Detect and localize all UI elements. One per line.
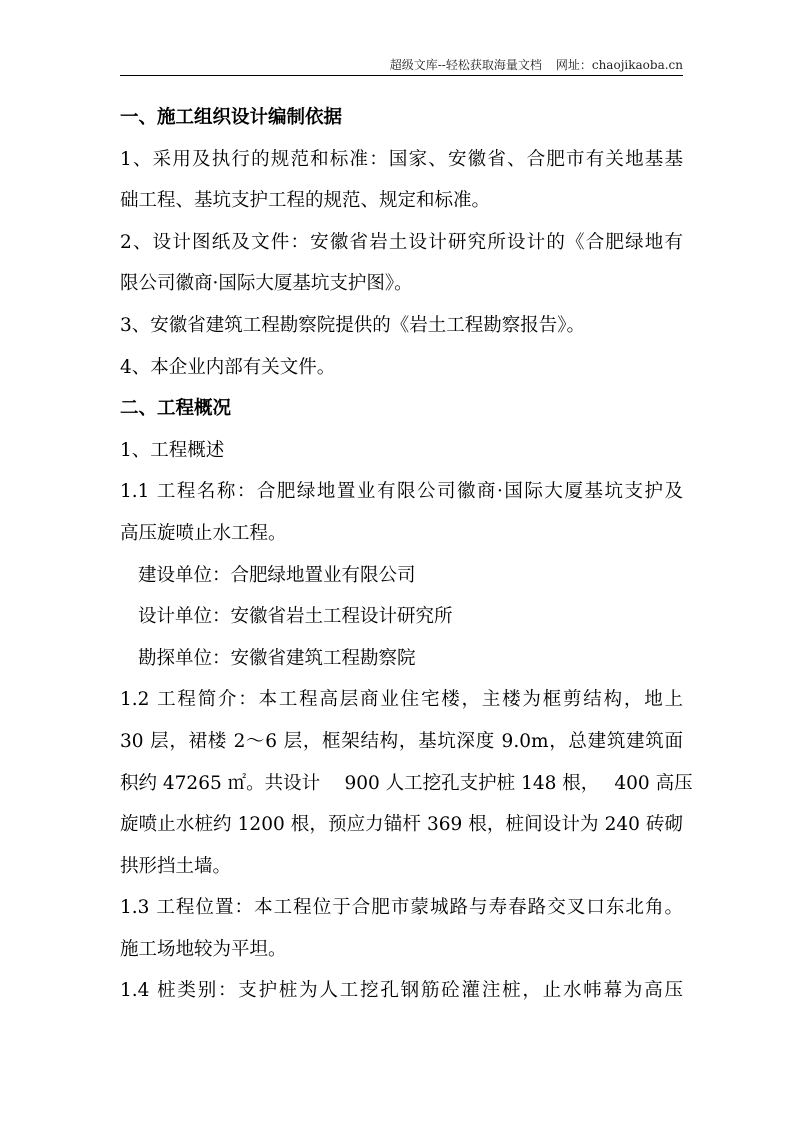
text-line: 1.1 工程名称：合肥绿地置业有限公司徽商·国际大厦基坑支护及 bbox=[120, 481, 683, 503]
text-line: 4、本企业内部有关文件。 bbox=[120, 356, 336, 378]
text-line: 施工场地较为平坦。 bbox=[120, 938, 287, 960]
section-heading: 二、工程概况 bbox=[120, 398, 232, 420]
header-url: 网址：chaojikaoba.cn bbox=[555, 58, 683, 72]
text-line: 1.2 工程简介：本工程高层商业住宅楼，主楼为框剪结构，地上 bbox=[120, 689, 683, 711]
text-line: 高压旋喷止水工程。 bbox=[120, 522, 287, 544]
page-header bbox=[120, 56, 683, 76]
text-line: 1.3 工程位置：本工程位于合肥市蒙城路与寿春路交叉口东北角。 bbox=[120, 897, 683, 919]
section-heading: 一、施工组织设计编制依据 bbox=[120, 107, 343, 128]
text-line: 旋喷止水桩约 1200 根，预应力锚杆 369 根，桩间设计为 240 砖砌 bbox=[120, 814, 683, 836]
text-line: 拱形挡土墙。 bbox=[120, 855, 232, 877]
text-line: 设计单位：安徽省岩土工程设计研究所 bbox=[138, 606, 453, 628]
text-line: 1.4 桩类别：支护桩为人工挖孔钢筋砼灌注桩，止水帏幕为高压 bbox=[120, 980, 683, 1002]
text-line: 30 层，裙楼 2～6 层，框架结构，基坑深度 9.0m，总建筑建筑面 bbox=[120, 730, 683, 752]
text-line: 积约 47265 ㎡。共设计 900 人工挖孔支护桩 148 根， 400 高压 bbox=[120, 772, 693, 794]
text-line: 础工程、基坑支护工程的规范、规定和标准。 bbox=[120, 190, 491, 212]
text-line: 1、工程概述 bbox=[120, 439, 225, 461]
text-line: 2、设计图纸及文件：安徽省岩土设计研究所设计的《合肥绿地有 bbox=[120, 231, 683, 253]
header-site-name: 超级文库--轻松获取海量文档 bbox=[389, 58, 542, 72]
text-line: 3、安徽省建筑工程勘察院提供的《岩土工程勘察报告》。 bbox=[120, 314, 586, 336]
document-body bbox=[120, 101, 693, 1016]
text-line: 1、采用及执行的规范和标准：国家、安徽省、合肥市有关地基基 bbox=[120, 148, 683, 170]
text-line: 勘探单位：安徽省建筑工程勘察院 bbox=[138, 647, 416, 669]
text-line: 建设单位：合肥绿地置业有限公司 bbox=[138, 564, 416, 586]
text-line: 限公司徽商·国际大厦基坑支护图》。 bbox=[120, 273, 413, 295]
